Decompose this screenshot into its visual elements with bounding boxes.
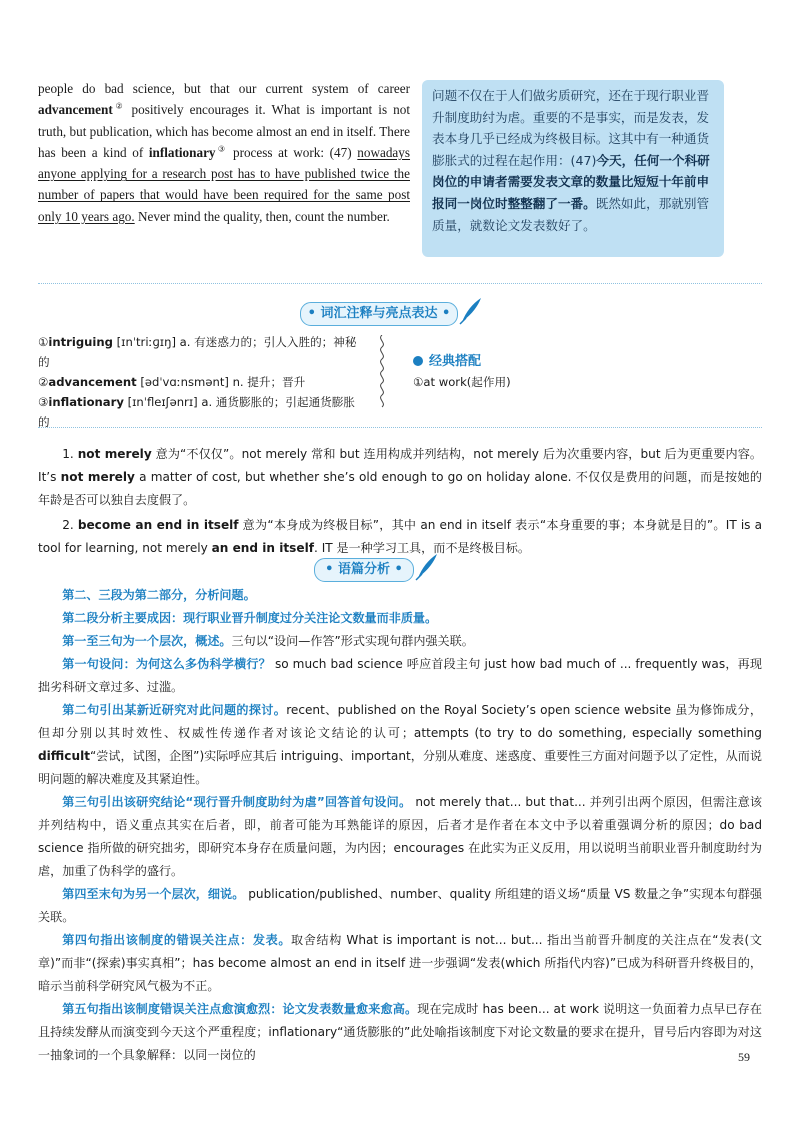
collocation-item: ①at work(起作用) — [413, 375, 511, 389]
divider — [38, 427, 762, 428]
note-item: 1. not merely 意为“不仅仅”。not merely 常和 but 连用构成并列结构，not merely 后为次重要内容，but 后为更重要内容。It’s not merely a matter of cost, but whether she’s old enough to go on holiday alone. 不仅仅是费用的问题，而是按她的年龄是否可以独自去度假了。 — [38, 447, 762, 507]
collocation-title: 经典搭配 — [413, 352, 713, 372]
vocab-item: ③inflationary [ɪnˈfleɪʃənrɪ] a. 通货膨胀的；引起通货膨胀的 — [38, 395, 355, 429]
curly-divider — [375, 335, 389, 411]
analysis-section-title: • 语篇分析 • — [314, 558, 414, 582]
vocab-list — [38, 332, 360, 432]
analysis-text: 第二、三段为第二部分，分析问题。 第二段分析主要成因：现行职业晋升制度过分关注论文数量而非质量。 第一至三句为一个层次，概述。三句以“设问—作答”形式实现句群内强关联。 第一句设问：为何这么多伪科学横行？ so much bad science 呼应首段主句 just how bad much of ... frequently was，再现拙劣科研文章过多、过滥。 第二句引出某新近研究对此问题的探讨。recent、published on the Royal Society’s open science website 虽为修饰成分，但却分别以其时效性、权威性传递作者对该论文结论的认可；attempts (to try to do something, especially something difficult“尝试，试图，企图”)实际呼应其后 intriguing、important，分别从难度、迷惑度、重要性三方面对问题予以了定性，从而说明问题的解决难度及其紧迫性。 第三句引出该研究结论“现行晋升制度助纣为虐”回答首句设问。 not merely that... but that... 并列引出两个原因，但需注意该并列结构中，语义重点其实在后者，即，前者可能为耳熟能详的原因，后者才是作者在本文中予以着重强调分析的原因；do bad science 指所做的研究拙劣，即研究本身存在质量问题，为内因；encourages 在此实为正义反用，用以说明当前职业晋升制度助纣为虐，加重了伪科学的盛行。 第四至末句为另一个层次，细说。 publication/published、number、quality 所组建的语义场“质量 VS 数量之争”实现本句群强关联。 第四句指出该制度的错误关注点：发表。取舍结构 What is important is not... but... 指出当前晋升制度的关注点在“发表(文章)”而非“(探索)事实真相”；has become almost an end in itself 进一步强调“发表(which 所指代内容)”已成为科研晋升终极目的，暗示当前科学研究风气极为不正。 第五句指出该制度错误关注点愈演愈烈：论文发表数量愈来愈高。现在完成时 has been... at work 说明这一负面着力点早已存在且持续发酵从而演变到今天这个严重程度；inflationary“通货膨胀的”此处喻指该制度下对论文数量的要求在提升，冒号后内容即为对这一抽象词的一个具象解释：以同一岗位的 — [38, 588, 762, 1062]
collocation-box — [413, 332, 713, 392]
translation-box: 问题不仅在于人们做劣质研究，还在于现行职业晋升制度助纣为虐。重要的不是事实，而是发表，发表本身几乎已经成为终极目标。这其中有一种通货膨胀式的过程在起作用：(47)今天，任何一个科研岗位的申请者需要发表文章的数量比短短十年前申报同一岗位时整整翻了一番。既然如此，那就别管质量，就数论文发表数好了。 — [422, 80, 724, 257]
passage-text: people do bad science, but that our current system of career advancement② positively encourages it. What is important is not truth, but publication, which has become almost an end in itself. There has been a kind of inflationary③ process at work: (47) nowadays anyone applying for a research post has to have published twice the number of papers that would have been required for the same post only 10 years ago. Never mind the quality, then, count the number. — [38, 81, 411, 224]
divider — [38, 283, 762, 284]
vocab-item: ①intriguing [ɪnˈtriːɡɪŋ] a. 有迷惑力的；引人入胜的；神秘的 — [38, 335, 357, 369]
bullet-icon — [413, 356, 423, 366]
quill-pen-icon — [458, 296, 484, 326]
vocab-section-title: • 词汇注释与亮点表达 • — [300, 302, 458, 326]
notes — [38, 443, 762, 562]
note-item: 2. become an end in itself 意为“本身成为终极目标”，其中 an end in itself 表示“本身重要的事；本身就是目的”。IT is a tool for learning, not merely an end in itself. IT 是一种学习工具，而不是终极目标。 — [38, 518, 762, 555]
quill-pen-icon — [414, 552, 440, 582]
page-number: 59 — [738, 1050, 750, 1064]
vocab-item: ②advancement [ədˈvɑːnsmənt] n. 提升；晋升 — [38, 375, 306, 389]
underlined-sentence: nowadays anyone applying for a research post has to have published twice the number of papers that would have been required for the same post only 10 years ago. — [38, 144, 411, 224]
